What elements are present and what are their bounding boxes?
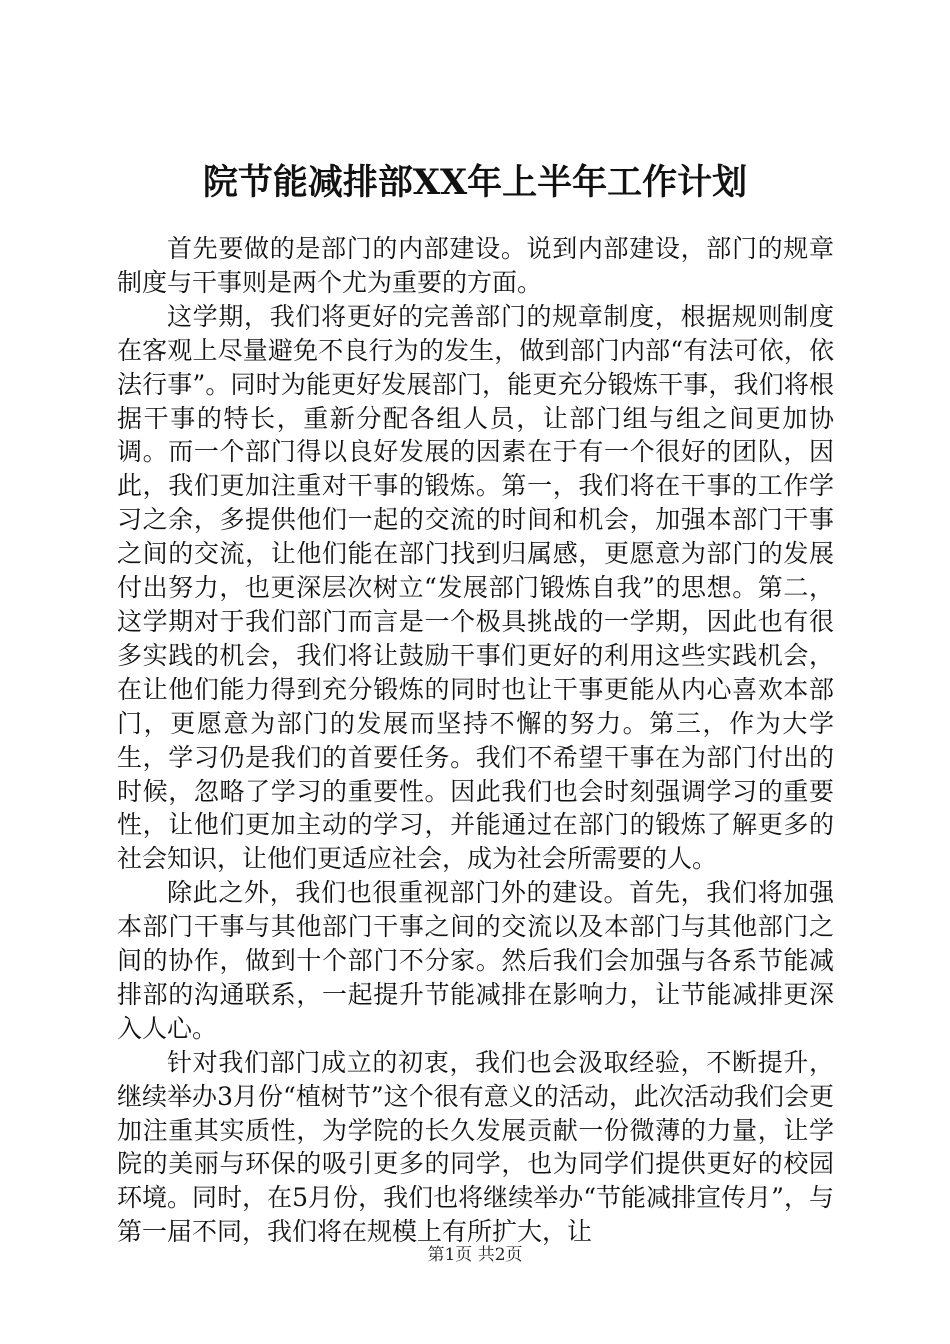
- paragraph-activities: 针对我们部门成立的初衷，我们也会汲取经验，不断提升，继续举办3月份“植树节”这个很有意义的活动，此次活动我们会更加注重其实质性，为学院的长久发展贡献一份微薄的力量，让学院的美丽与环保的吸引更多的同学，也为同学们提供更好的校园环境。同时，在5月份，我们也将继续举办“节能减排宣传月”，与第一届不同，我们将在规模上有所扩大，让: [117, 1047, 834, 1247]
- paragraph-internal-construction: 首先要做的是部门的内部建设。说到内部建设，部门的规章制度与干事则是两个尤为重要的方面。: [117, 234, 834, 297]
- paragraph-rules-and-staff: 这学期，我们将更好的完善部门的规章制度，根据规则制度在客观上尽量避免不良行为的发生，做到部门内部“有法可依，依法行事”。同时为能更好发展部门，能更充分锻炼干事，我们将根据干事的特长，重新分配各组人员，让部门组与组之间更加协调。而一个部门得以良好发展的因素在于有一个很好的团队，因此，我们更加注重对干事的锻炼。第一，我们将在干事的工作学习之余，多提供他们一起的交流的时间和机会，加强本部门干事之间的交流，让他们能在部门找到归属感，更愿意为部门的发展付出努力，也更深层次树立“发展部门锻炼自我”的思想。第二，这学期对于我们部门而言是一个极具挑战的一学期，因此也有很多实践的机会，我们将让鼓励干事们更好的利用这些实践机会，在让他们能力得到充分锻炼的同时也让干事更能从内心喜欢本部门，更愿意为部门的发展而坚持不懈的努力。第三，作为大学生，学习仍是我们的首要任务。我们不希望干事在为部门付出的时候，忽略了学习的重要性。因此我们也会时刻强调学习的重要性，让他们更加主动的学习，并能通过在部门的锻炼了解更多的社会知识，让他们更适应社会，成为社会所需要的人。: [117, 301, 834, 874]
- document-body: [117, 232, 834, 1249]
- document-title: 院节能减排部XX年上半年工作计划: [202, 162, 748, 203]
- page-number-footer: 第1页 共2页: [427, 1245, 523, 1265]
- paragraph-external-construction: 除此之外，我们也很重视部门外的建设。首先，我们将加强本部门干事与其他部门干事之间的交流以及本部门与其他部门之间的协作，做到十个部门不分家。然后我们会加强与各系节能减排部的沟通联系，一起提升节能减排在影响力，让节能减排更深入人心。: [117, 878, 834, 1043]
